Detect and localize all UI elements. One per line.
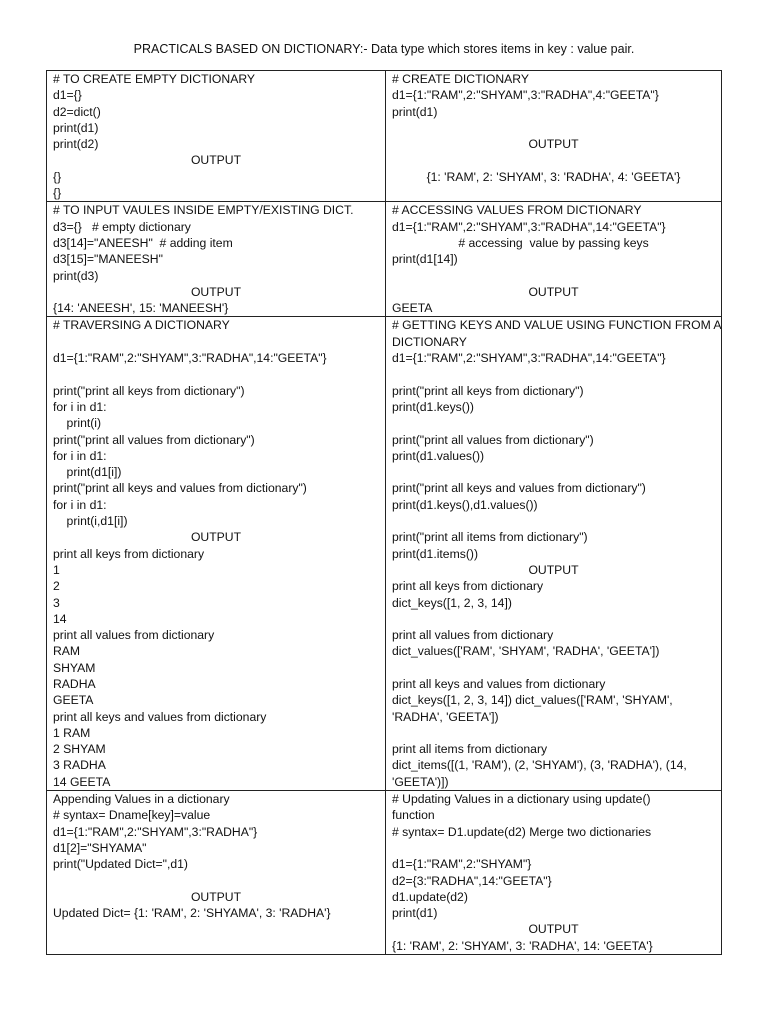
text-line: print all keys from dictionary — [53, 546, 205, 561]
table-row — [47, 202, 722, 317]
text-line — [392, 840, 715, 856]
text-line: dict_values(['RAM', 'SHYAM', 'RADHA', 'GEETA']) — [392, 644, 660, 659]
text-line: d3={} # empty dictionary — [53, 219, 191, 234]
text-line: print all keys from dictionary — [392, 579, 544, 594]
text-line: for i in d1: — [53, 399, 107, 414]
text-line: {1: 'RAM', 2: 'SHYAM', 3: 'RADHA', 4: 'GEETA'} — [426, 169, 681, 184]
text-line: # ACCESSING VALUES FROM DICTIONARY — [392, 203, 642, 218]
text-line: OUTPUT — [528, 922, 579, 937]
table-cell — [47, 202, 386, 317]
text-line: 14 GEETA — [53, 774, 111, 789]
text-line: d1={1:"RAM",2:"SHYAM",3:"RADHA",4:"GEETA"} — [392, 88, 659, 103]
text-line — [392, 611, 715, 627]
text-line: GEETA — [392, 301, 433, 316]
text-line: d1[2]="SHYAMA" — [53, 840, 147, 855]
text-line: SHYAM — [53, 660, 96, 675]
text-line: print("print all items from dictionary") — [392, 530, 588, 545]
table-cell — [47, 791, 386, 955]
text-line: GEETA — [53, 693, 94, 708]
text-line — [392, 120, 715, 136]
text-line: d3[15]="MANEESH" — [53, 252, 163, 267]
text-line: DICTIONARY — [392, 334, 467, 349]
text-line: print(d1.items()) — [392, 546, 479, 561]
text-line: print("print all keys and values from dictionary") — [53, 481, 307, 496]
text-line: OUTPUT — [528, 137, 579, 152]
text-line: 2 — [53, 579, 60, 594]
text-line — [392, 268, 715, 284]
text-line: {14: 'ANEESH', 15: 'MANEESH'} — [53, 301, 229, 316]
text-line: print all values from dictionary — [53, 628, 215, 643]
text-line — [392, 513, 715, 529]
text-line: print(d2) — [53, 137, 99, 152]
text-line — [392, 464, 715, 480]
text-line: RAM — [53, 644, 81, 659]
text-line: OUTPUT — [190, 889, 242, 904]
text-line: print("print all keys and values from dictionary") — [392, 481, 646, 496]
text-line: 'RADHA', 'GEETA']) — [392, 709, 499, 724]
table-cell — [386, 202, 722, 317]
text-line: d3[14]="ANEESH" # adding item — [53, 235, 233, 250]
table-cell — [386, 71, 722, 202]
text-line: print all items from dictionary — [392, 742, 548, 757]
text-line: # accessing value by passing keys — [458, 235, 649, 250]
text-line — [392, 366, 715, 382]
text-line: Appending Values in a dictionary — [53, 792, 230, 807]
text-line: 1 — [53, 562, 60, 577]
text-line: print(d1) — [392, 104, 438, 119]
text-line: # TO CREATE EMPTY DICTIONARY — [53, 72, 256, 86]
text-line: {1: 'RAM', 2: 'SHYAM', 3: 'RADHA', 14: 'GEETA'} — [392, 938, 653, 953]
text-line — [53, 366, 379, 382]
text-line: print(d1.keys(),d1.values()) — [392, 497, 538, 512]
text-line: print("print all keys from dictionary") — [53, 383, 245, 398]
table-row — [47, 317, 722, 791]
text-line: RADHA — [53, 676, 96, 691]
text-line: d2={3:"RADHA",14:"GEETA"} — [392, 873, 552, 888]
text-line: # TO INPUT VAULES INSIDE EMPTY/EXISTING DICT. — [53, 203, 354, 218]
text-line: OUTPUT — [190, 153, 242, 168]
text-line — [53, 873, 379, 889]
text-line: 14 — [53, 611, 67, 626]
text-line: d1={1:"RAM",2:"SHYAM",3:"RADHA",14:"GEETA"} — [53, 351, 327, 366]
text-line — [392, 660, 715, 676]
text-line: 2 SHYAM — [53, 742, 106, 757]
text-line: OUTPUT — [528, 562, 579, 577]
text-line: print("print all values from dictionary") — [392, 432, 594, 447]
text-line: d1.update(d2) — [392, 889, 468, 904]
text-line — [392, 152, 715, 168]
text-line: print(d1) — [392, 906, 438, 921]
table-cell — [47, 71, 386, 202]
text-line: 1 RAM — [53, 725, 91, 740]
text-line: print(d1.keys()) — [392, 399, 474, 414]
text-line: {} — [53, 186, 62, 201]
text-line: function — [392, 808, 435, 823]
text-line: d1={1:"RAM",2:"SHYAM"} — [392, 857, 532, 872]
text-line: print(d1) — [53, 120, 99, 135]
text-line: OUTPUT — [190, 530, 242, 545]
text-line: OUTPUT — [190, 284, 242, 299]
text-line: print(d1.values()) — [392, 448, 485, 463]
text-line: for i in d1: — [53, 497, 107, 512]
practicals-table — [46, 70, 722, 955]
text-line: d1={1:"RAM",2:"SHYAM",3:"RADHA",14:"GEETA"} — [392, 351, 666, 366]
text-line — [392, 725, 715, 741]
text-line: # syntax= Dname[key]=value — [53, 808, 211, 823]
text-line: print("print all values from dictionary") — [53, 432, 255, 447]
text-line: print all keys and values from dictionary — [53, 709, 267, 724]
text-line: OUTPUT — [528, 284, 579, 299]
text-line: d1={} — [53, 88, 82, 103]
text-line: for i in d1: — [53, 448, 107, 463]
text-line: print(d1[14]) — [392, 252, 458, 267]
text-line: print(d3) — [53, 268, 99, 283]
text-line: # Updating Values in a dictionary using update() — [392, 792, 651, 807]
table-cell — [47, 317, 386, 791]
text-line: dict_keys([1, 2, 3, 14]) — [392, 595, 512, 610]
text-line: dict_keys([1, 2, 3, 14]) dict_values(['RAM', 'SHYAM', — [392, 693, 673, 708]
text-line: print("print all keys from dictionary") — [392, 383, 584, 398]
text-line: {} — [53, 169, 62, 184]
text-line: d1={1:"RAM",2:"SHYAM",3:"RADHA"} — [53, 824, 258, 839]
text-line: # GETTING KEYS AND VALUE USING FUNCTION FROM A — [392, 318, 722, 333]
text-line: print all keys and values from dictionary — [392, 676, 606, 691]
text-line — [53, 334, 379, 350]
text-line: dict_items([(1, 'RAM'), (2, 'SHYAM'), (3, 'RADHA'), (14, — [392, 758, 687, 773]
text-line: print(d1[i]) — [53, 465, 122, 480]
text-line: 3 — [53, 595, 60, 610]
text-line — [392, 415, 715, 431]
table-cell — [386, 317, 722, 791]
text-line: 'GEETA')]) — [392, 774, 449, 789]
text-line: print("Updated Dict=",d1) — [53, 857, 188, 872]
table-row — [47, 71, 722, 202]
table-row — [47, 791, 722, 955]
text-line: # CREATE DICTIONARY — [392, 72, 530, 86]
text-line: 3 RADHA — [53, 758, 106, 773]
text-line: d1={1:"RAM",2:"SHYAM",3:"RADHA",14:"GEETA"} — [392, 219, 666, 234]
text-line: print(i) — [53, 416, 102, 431]
text-line: # TRAVERSING A DICTIONARY — [53, 318, 230, 333]
text-line: print all values from dictionary — [392, 628, 554, 643]
text-line: d2=dict() — [53, 104, 101, 119]
text-line: # syntax= D1.update(d2) Merge two dictionaries — [392, 824, 652, 839]
page-title: PRACTICALS BASED ON DICTIONARY:- Data type which stores items in key : value pair. — [133, 42, 635, 56]
text-line: print(i,d1[i]) — [53, 514, 128, 529]
text-line: Updated Dict= {1: 'RAM', 2: 'SHYAMA', 3: 'RADHA'} — [53, 906, 331, 921]
table-cell — [386, 791, 722, 955]
